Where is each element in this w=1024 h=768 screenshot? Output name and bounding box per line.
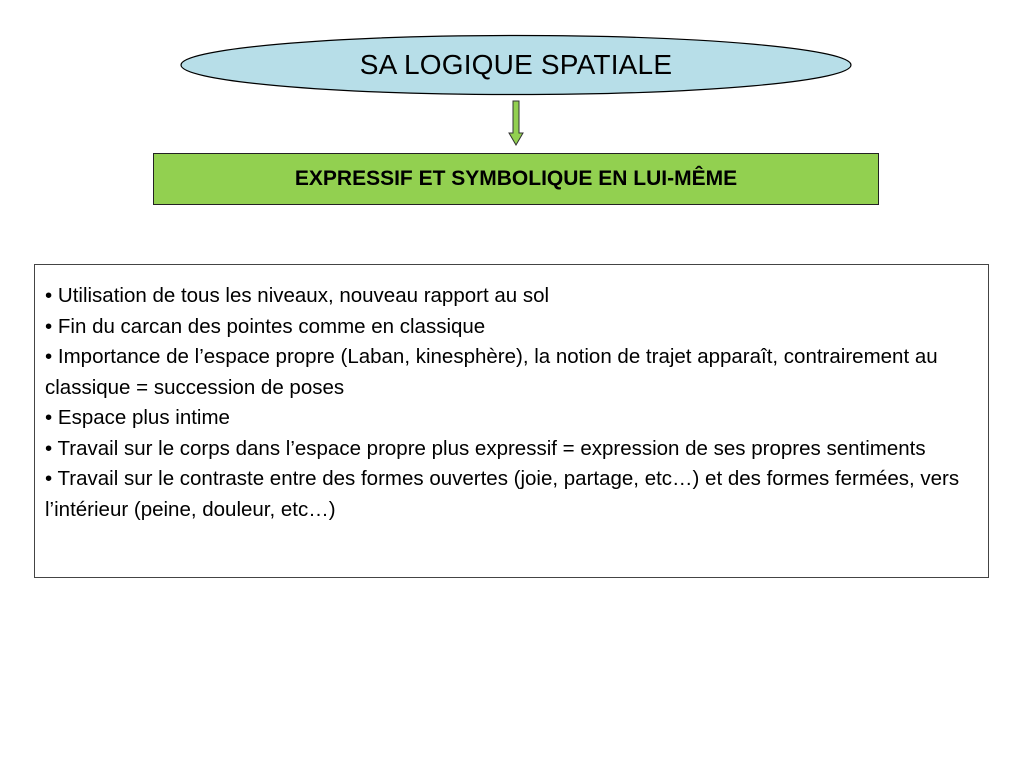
bullet-text-box xyxy=(34,264,989,578)
bullet-text: Espace plus intime xyxy=(57,406,230,429)
bullet-marker: • xyxy=(45,467,53,490)
subtitle-text: EXPRESSIF ET SYMBOLIQUE EN LUI-MÊME xyxy=(294,167,738,190)
bullet-text: Importance de l’espace propre (Laban, kinesphère), la notion de trajet apparaît, contrairement au classique = succession de poses xyxy=(45,345,938,399)
bullet-item xyxy=(45,342,978,403)
bullet-text: Utilisation de tous les niveaux, nouveau rapport au sol xyxy=(57,284,550,307)
title-ellipse xyxy=(179,34,853,96)
down-arrow-icon xyxy=(508,100,524,146)
bullet-marker: • xyxy=(45,314,53,338)
bullet-item xyxy=(45,464,978,525)
bullet-marker: • xyxy=(45,284,53,307)
bullet-marker: • xyxy=(45,436,53,460)
bullet-text: Fin du carcan des pointes comme en classique xyxy=(57,314,486,338)
bullet-text: Travail sur le contraste entre des formes ouvertes (joie, partage, etc…) et des formes fermées, vers l’intérieur (peine, douleur, etc…) xyxy=(45,467,960,521)
subtitle-box xyxy=(153,153,879,205)
bullet-marker: • xyxy=(45,406,53,429)
bullet-item xyxy=(45,403,978,434)
bullet-list xyxy=(45,281,978,525)
bullet-marker: • xyxy=(45,345,53,368)
title-text: SA LOGIQUE SPATIALE xyxy=(359,49,673,80)
bullet-item xyxy=(45,281,978,312)
bullet-text: Travail sur le corps dans l’espace propre plus expressif = expression de ses propres sentiments xyxy=(57,436,926,460)
bullet-item xyxy=(45,434,978,465)
bullet-item xyxy=(45,312,978,343)
